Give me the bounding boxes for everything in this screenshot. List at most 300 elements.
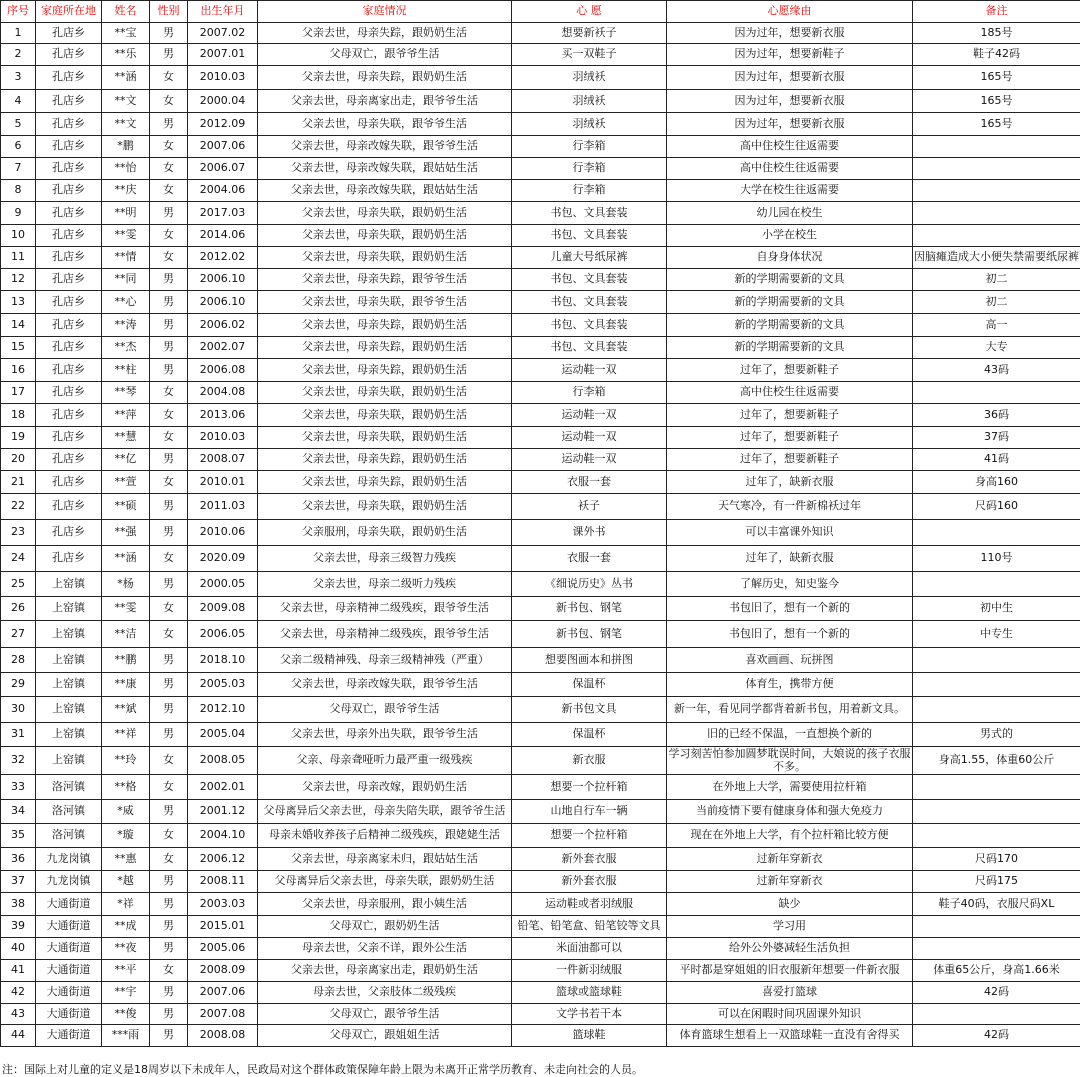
cell-index: 31 bbox=[1, 723, 36, 747]
cell-location: 大通街道 bbox=[36, 982, 102, 1004]
cell-family: 父亲去世，母亲失联，跟奶奶生活 bbox=[258, 247, 512, 269]
cell-location: 孔店乡 bbox=[36, 427, 102, 449]
cell-family: 父亲去世，母亲精神二级残疾，跟爷爷生活 bbox=[258, 597, 512, 621]
cell-family: 父亲去世，母亲离家出走，跟奶奶生活 bbox=[258, 960, 512, 982]
cell-wish: 行李箱 bbox=[512, 180, 667, 202]
cell-location: 孔店乡 bbox=[36, 359, 102, 382]
cell-reason: 因为过年，想要新鞋子 bbox=[667, 44, 913, 66]
table-row bbox=[1, 916, 1080, 938]
cell-birth: 2000.04 bbox=[188, 90, 258, 113]
cell-wish: 篮球鞋 bbox=[512, 1025, 667, 1047]
cell-remark bbox=[913, 1004, 1080, 1025]
header-wish: 心 愿 bbox=[512, 1, 667, 23]
cell-remark: 尺码170 bbox=[913, 848, 1080, 871]
cell-name: **鹏 bbox=[102, 648, 150, 673]
cell-name: **康 bbox=[102, 673, 150, 697]
cell-birth: 2013.06 bbox=[188, 404, 258, 427]
cell-family: 父亲去世，母亲失踪，跟奶奶生活 bbox=[258, 449, 512, 471]
cell-gender: 男 bbox=[150, 291, 188, 314]
cell-index: 20 bbox=[1, 449, 36, 471]
cell-name: **祥 bbox=[102, 723, 150, 747]
cell-index: 37 bbox=[1, 871, 36, 893]
cell-wish: 行李箱 bbox=[512, 382, 667, 404]
cell-location: 洛河镇 bbox=[36, 775, 102, 800]
cell-reason: 当前疫情下要有健康身体和强大免疫力 bbox=[667, 800, 913, 824]
cell-location: 上窑镇 bbox=[36, 723, 102, 747]
cell-index: 41 bbox=[1, 960, 36, 982]
cell-gender: 女 bbox=[150, 247, 188, 269]
cell-name: **乐 bbox=[102, 44, 150, 66]
cell-location: 上窑镇 bbox=[36, 572, 102, 597]
cell-wish: 袄子 bbox=[512, 494, 667, 520]
cell-gender: 女 bbox=[150, 404, 188, 427]
cell-family: 父亲去世，母亲服刑，跟小姨生活 bbox=[258, 893, 512, 916]
cell-remark: 尺码160 bbox=[913, 494, 1080, 520]
cell-wish: 新外套衣服 bbox=[512, 871, 667, 893]
cell-remark: 鞋子40码，衣服尺码XL bbox=[913, 893, 1080, 916]
cell-birth: 2007.06 bbox=[188, 982, 258, 1004]
cell-location: 孔店乡 bbox=[36, 180, 102, 202]
table-row bbox=[1, 427, 1080, 449]
cell-family: 父亲去世，母亲三级智力残疾 bbox=[258, 546, 512, 572]
cell-gender: 男 bbox=[150, 314, 188, 337]
cell-family: 父亲服刑，母亲失联，跟奶奶生活 bbox=[258, 520, 512, 546]
cell-reason: 体育生，携带方便 bbox=[667, 673, 913, 697]
table-row bbox=[1, 449, 1080, 471]
cell-wish: 运动鞋一双 bbox=[512, 404, 667, 427]
cell-reason: 因为过年，想要新衣服 bbox=[667, 23, 913, 44]
cell-remark: 42码 bbox=[913, 982, 1080, 1004]
cell-wish: 书包、文具套装 bbox=[512, 225, 667, 247]
cell-birth: 2008.07 bbox=[188, 449, 258, 471]
cell-remark bbox=[913, 158, 1080, 180]
cell-location: 孔店乡 bbox=[36, 546, 102, 572]
cell-family: 父母双亡，跟奶奶生活 bbox=[258, 916, 512, 938]
cell-reason: 新的学期需要新的文具 bbox=[667, 291, 913, 314]
cell-birth: 2005.06 bbox=[188, 938, 258, 960]
cell-wish: 一件新羽绒服 bbox=[512, 960, 667, 982]
cell-reason: 现在在外地上大学，有个拉杆箱比较方便 bbox=[667, 824, 913, 848]
cell-location: 大通街道 bbox=[36, 1025, 102, 1047]
cell-name: **夜 bbox=[102, 938, 150, 960]
cell-family: 父亲去世，母亲失踪，跟奶奶生活 bbox=[258, 23, 512, 44]
cell-index: 16 bbox=[1, 359, 36, 382]
cell-family: 父母双亡，跟爷爷生活 bbox=[258, 697, 512, 723]
cell-reason: 喜爱打篮球 bbox=[667, 982, 913, 1004]
cell-name: **宝 bbox=[102, 23, 150, 44]
cell-name: ***雨 bbox=[102, 1025, 150, 1047]
cell-birth: 2010.06 bbox=[188, 520, 258, 546]
cell-name: *杨 bbox=[102, 572, 150, 597]
cell-gender: 男 bbox=[150, 938, 188, 960]
header-family: 家庭情况 bbox=[258, 1, 512, 23]
cell-reason: 小学在校生 bbox=[667, 225, 913, 247]
cell-location: 孔店乡 bbox=[36, 382, 102, 404]
cell-name: **涛 bbox=[102, 314, 150, 337]
cell-index: 7 bbox=[1, 158, 36, 180]
cell-wish: 课外书 bbox=[512, 520, 667, 546]
cell-location: 大通街道 bbox=[36, 960, 102, 982]
cell-reason: 体育篮球生想看上一双篮球鞋一直没有舍得买 bbox=[667, 1025, 913, 1047]
cell-gender: 女 bbox=[150, 621, 188, 648]
header-name: 姓名 bbox=[102, 1, 150, 23]
cell-wish: 衣服一套 bbox=[512, 471, 667, 494]
table-row bbox=[1, 113, 1080, 136]
header-index: 序号 bbox=[1, 1, 36, 23]
cell-gender: 女 bbox=[150, 848, 188, 871]
cell-family: 父亲去世，母亲失踪，跟奶奶生活 bbox=[258, 471, 512, 494]
cell-index: 12 bbox=[1, 269, 36, 291]
header-remark: 备注 bbox=[913, 1, 1080, 23]
cell-remark: 体重65公斤，身高1.66米 bbox=[913, 960, 1080, 982]
cell-birth: 2003.03 bbox=[188, 893, 258, 916]
cell-reason: 过年了，想要新鞋子 bbox=[667, 359, 913, 382]
cell-birth: 2010.03 bbox=[188, 427, 258, 449]
cell-location: 孔店乡 bbox=[36, 90, 102, 113]
cell-birth: 2007.02 bbox=[188, 23, 258, 44]
cell-reason: 新的学期需要新的文具 bbox=[667, 269, 913, 291]
table-row bbox=[1, 90, 1080, 113]
cell-index: 13 bbox=[1, 291, 36, 314]
cell-remark bbox=[913, 938, 1080, 960]
cell-birth: 2017.03 bbox=[188, 202, 258, 225]
cell-gender: 男 bbox=[150, 572, 188, 597]
cell-wish: 新衣服 bbox=[512, 747, 667, 775]
cell-location: 上窑镇 bbox=[36, 697, 102, 723]
cell-reason: 因为过年，想要新衣服 bbox=[667, 113, 913, 136]
table-body bbox=[1, 23, 1080, 1047]
cell-location: 孔店乡 bbox=[36, 494, 102, 520]
cell-remark bbox=[913, 697, 1080, 723]
cell-location: 孔店乡 bbox=[36, 520, 102, 546]
cell-family: 父亲去世，母亲精神二级残疾，跟爷爷生活 bbox=[258, 621, 512, 648]
cell-birth: 2007.08 bbox=[188, 1004, 258, 1025]
table-row bbox=[1, 247, 1080, 269]
table-row bbox=[1, 800, 1080, 824]
cell-birth: 2014.06 bbox=[188, 225, 258, 247]
cell-family: 父亲去世，母亲外出失联，跟爷爷生活 bbox=[258, 723, 512, 747]
cell-birth: 2012.02 bbox=[188, 247, 258, 269]
cell-name: **杰 bbox=[102, 337, 150, 359]
cell-birth: 2018.10 bbox=[188, 648, 258, 673]
cell-family: 父亲去世，母亲失踪，跟奶奶生活 bbox=[258, 314, 512, 337]
cell-family: 父亲去世，母亲失踪，跟奶奶生活 bbox=[258, 359, 512, 382]
cell-family: 父亲去世，母亲失联，跟爷爷生活 bbox=[258, 291, 512, 314]
cell-index: 33 bbox=[1, 775, 36, 800]
cell-location: 九龙岗镇 bbox=[36, 848, 102, 871]
table-row bbox=[1, 648, 1080, 673]
cell-index: 42 bbox=[1, 982, 36, 1004]
cell-location: 大通街道 bbox=[36, 916, 102, 938]
cell-birth: 2012.10 bbox=[188, 697, 258, 723]
cell-gender: 女 bbox=[150, 960, 188, 982]
cell-birth: 2009.08 bbox=[188, 597, 258, 621]
cell-location: 孔店乡 bbox=[36, 404, 102, 427]
table-row bbox=[1, 382, 1080, 404]
cell-birth: 2015.01 bbox=[188, 916, 258, 938]
cell-family: 父母双亡，跟爷爷生活 bbox=[258, 1004, 512, 1025]
table-row bbox=[1, 66, 1080, 90]
cell-location: 洛河镇 bbox=[36, 824, 102, 848]
cell-reason: 旧的已经不保温，一直想换个新的 bbox=[667, 723, 913, 747]
cell-family: 父亲去世，母亲改嫁失联，跟爷爷生活 bbox=[258, 136, 512, 158]
cell-gender: 女 bbox=[150, 471, 188, 494]
cell-remark: 中专生 bbox=[913, 621, 1080, 648]
cell-reason: 幼儿园在校生 bbox=[667, 202, 913, 225]
cell-remark bbox=[913, 916, 1080, 938]
cell-reason: 过年了，想要新鞋子 bbox=[667, 427, 913, 449]
cell-reason: 高中住校生往返需要 bbox=[667, 158, 913, 180]
cell-name: **亿 bbox=[102, 449, 150, 471]
cell-family: 父亲去世，母亲失联，跟奶奶生活 bbox=[258, 382, 512, 404]
cell-reason: 过年了，想要新鞋子 bbox=[667, 404, 913, 427]
cell-wish: 行李箱 bbox=[512, 158, 667, 180]
cell-wish: 保温杯 bbox=[512, 673, 667, 697]
cell-index: 29 bbox=[1, 673, 36, 697]
header-reason: 心愿缘由 bbox=[667, 1, 913, 23]
cell-birth: 2006.10 bbox=[188, 269, 258, 291]
cell-reason: 过新年穿新衣 bbox=[667, 848, 913, 871]
cell-wish: 山地自行车一辆 bbox=[512, 800, 667, 824]
cell-index: 14 bbox=[1, 314, 36, 337]
cell-location: 孔店乡 bbox=[36, 269, 102, 291]
cell-gender: 男 bbox=[150, 44, 188, 66]
cell-reason: 自身身体状况 bbox=[667, 247, 913, 269]
cell-birth: 2010.03 bbox=[188, 66, 258, 90]
cell-gender: 男 bbox=[150, 893, 188, 916]
cell-wish: 运动鞋一双 bbox=[512, 449, 667, 471]
cell-birth: 2004.08 bbox=[188, 382, 258, 404]
cell-gender: 女 bbox=[150, 66, 188, 90]
cell-name: **文 bbox=[102, 113, 150, 136]
cell-index: 26 bbox=[1, 597, 36, 621]
cell-index: 11 bbox=[1, 247, 36, 269]
table-row bbox=[1, 520, 1080, 546]
cell-birth: 2004.06 bbox=[188, 180, 258, 202]
table-row bbox=[1, 225, 1080, 247]
cell-gender: 女 bbox=[150, 382, 188, 404]
cell-index: 2 bbox=[1, 44, 36, 66]
cell-gender: 女 bbox=[150, 225, 188, 247]
cell-index: 36 bbox=[1, 848, 36, 871]
cell-location: 大通街道 bbox=[36, 938, 102, 960]
cell-location: 孔店乡 bbox=[36, 23, 102, 44]
footnote: 注：国际上对儿童的定义是18周岁以下未成年人，民政局对这个群体政策保障年龄上限为未离开正常学历教育、未走向社会的人员。 bbox=[2, 1063, 643, 1076]
table-row bbox=[1, 982, 1080, 1004]
table-row bbox=[1, 848, 1080, 871]
cell-gender: 女 bbox=[150, 546, 188, 572]
table-header-row bbox=[1, 1, 1080, 23]
cell-remark: 165号 bbox=[913, 90, 1080, 113]
cell-birth: 2008.11 bbox=[188, 871, 258, 893]
table-row bbox=[1, 314, 1080, 337]
cell-family: 父亲去世，母亲离家出走，跟爷爷生活 bbox=[258, 90, 512, 113]
cell-family: 父亲去世，母亲二级听力残疾 bbox=[258, 572, 512, 597]
table-row bbox=[1, 291, 1080, 314]
cell-reason: 大学在校生往返需要 bbox=[667, 180, 913, 202]
table-row bbox=[1, 723, 1080, 747]
cell-location: 上窑镇 bbox=[36, 648, 102, 673]
cell-family: 父亲去世，母亲失联，跟奶奶生活 bbox=[258, 494, 512, 520]
cell-gender: 男 bbox=[150, 673, 188, 697]
cell-index: 4 bbox=[1, 90, 36, 113]
cell-birth: 2002.01 bbox=[188, 775, 258, 800]
cell-gender: 男 bbox=[150, 697, 188, 723]
cell-gender: 男 bbox=[150, 723, 188, 747]
cell-reason: 过新年穿新衣 bbox=[667, 871, 913, 893]
cell-index: 44 bbox=[1, 1025, 36, 1047]
cell-family: 父母双亡，跟爷爷生活 bbox=[258, 44, 512, 66]
cell-wish: 新书包文具 bbox=[512, 697, 667, 723]
cell-reason: 过年了，缺新衣服 bbox=[667, 471, 913, 494]
cell-index: 35 bbox=[1, 824, 36, 848]
cell-location: 孔店乡 bbox=[36, 337, 102, 359]
cell-gender: 男 bbox=[150, 648, 188, 673]
cell-index: 6 bbox=[1, 136, 36, 158]
cell-wish: 想要图画本和拼图 bbox=[512, 648, 667, 673]
cell-birth: 2006.02 bbox=[188, 314, 258, 337]
cell-family: 母亲去世，父亲肢体二级残疾 bbox=[258, 982, 512, 1004]
cell-wish: 米面油都可以 bbox=[512, 938, 667, 960]
cell-family: 父母离异后父亲去世，母亲失陪失联，跟爷爷生活 bbox=[258, 800, 512, 824]
cell-family: 父亲去世，母亲改嫁，跟奶奶生活 bbox=[258, 775, 512, 800]
header-birth: 出生年月 bbox=[188, 1, 258, 23]
cell-remark bbox=[913, 572, 1080, 597]
cell-reason: 因为过年，想要新衣服 bbox=[667, 66, 913, 90]
cell-remark bbox=[913, 382, 1080, 404]
cell-index: 17 bbox=[1, 382, 36, 404]
cell-gender: 男 bbox=[150, 800, 188, 824]
cell-gender: 男 bbox=[150, 359, 188, 382]
cell-index: 24 bbox=[1, 546, 36, 572]
cell-name: **怡 bbox=[102, 158, 150, 180]
cell-gender: 男 bbox=[150, 494, 188, 520]
cell-location: 孔店乡 bbox=[36, 314, 102, 337]
cell-name: **俊 bbox=[102, 1004, 150, 1025]
table-row bbox=[1, 597, 1080, 621]
cell-name: **雯 bbox=[102, 225, 150, 247]
cell-wish: 买一双鞋子 bbox=[512, 44, 667, 66]
cell-gender: 男 bbox=[150, 23, 188, 44]
cell-name: **涵 bbox=[102, 66, 150, 90]
cell-reason: 了解历史，知史鉴今 bbox=[667, 572, 913, 597]
cell-wish: 《细说历史》丛书 bbox=[512, 572, 667, 597]
cell-wish: 想要新袄子 bbox=[512, 23, 667, 44]
table-row bbox=[1, 1025, 1080, 1047]
cell-wish: 新书包、钢笔 bbox=[512, 621, 667, 648]
cell-birth: 2011.03 bbox=[188, 494, 258, 520]
cell-name: **琴 bbox=[102, 382, 150, 404]
cell-index: 5 bbox=[1, 113, 36, 136]
cell-remark: 初二 bbox=[913, 291, 1080, 314]
cell-name: **强 bbox=[102, 520, 150, 546]
cell-location: 大通街道 bbox=[36, 1004, 102, 1025]
cell-reason: 平时都是穿姐姐的旧衣服新年想要一件新衣服 bbox=[667, 960, 913, 982]
cell-remark: 因脑瘫造成大小便失禁需要纸尿裤 bbox=[913, 247, 1080, 269]
cell-wish: 衣服一套 bbox=[512, 546, 667, 572]
cell-location: 孔店乡 bbox=[36, 158, 102, 180]
cell-name: **慧 bbox=[102, 427, 150, 449]
cell-name: **惠 bbox=[102, 848, 150, 871]
table-row bbox=[1, 871, 1080, 893]
cell-remark bbox=[913, 775, 1080, 800]
cell-remark: 高一 bbox=[913, 314, 1080, 337]
cell-reason: 过年了，想要新鞋子 bbox=[667, 449, 913, 471]
cell-location: 孔店乡 bbox=[36, 225, 102, 247]
cell-wish: 新外套衣服 bbox=[512, 848, 667, 871]
cell-index: 1 bbox=[1, 23, 36, 44]
cell-index: 30 bbox=[1, 697, 36, 723]
cell-wish: 新书包、钢笔 bbox=[512, 597, 667, 621]
cell-wish: 行李箱 bbox=[512, 136, 667, 158]
cell-family: 父亲去世，母亲改嫁失联，跟爷爷生活 bbox=[258, 673, 512, 697]
table-row bbox=[1, 136, 1080, 158]
cell-location: 上窑镇 bbox=[36, 597, 102, 621]
cell-birth: 2020.09 bbox=[188, 546, 258, 572]
table-row bbox=[1, 337, 1080, 359]
cell-family: 父亲去世，母亲失踪，跟奶奶生活 bbox=[258, 66, 512, 90]
cell-name: *威 bbox=[102, 800, 150, 824]
cell-name: **萍 bbox=[102, 404, 150, 427]
cell-name: **成 bbox=[102, 916, 150, 938]
cell-birth: 2000.05 bbox=[188, 572, 258, 597]
header-gender: 性别 bbox=[150, 1, 188, 23]
table-row bbox=[1, 673, 1080, 697]
cell-gender: 男 bbox=[150, 449, 188, 471]
cell-remark: 初二 bbox=[913, 269, 1080, 291]
table-row bbox=[1, 747, 1080, 775]
cell-reason: 因为过年，想要新衣服 bbox=[667, 90, 913, 113]
table-row bbox=[1, 494, 1080, 520]
cell-birth: 2006.07 bbox=[188, 158, 258, 180]
cell-location: 孔店乡 bbox=[36, 247, 102, 269]
cell-name: **玲 bbox=[102, 747, 150, 775]
cell-index: 32 bbox=[1, 747, 36, 775]
cell-name: **心 bbox=[102, 291, 150, 314]
cell-reason: 学习用 bbox=[667, 916, 913, 938]
cell-reason: 在外地上大学，需要使用拉杆箱 bbox=[667, 775, 913, 800]
cell-name: **格 bbox=[102, 775, 150, 800]
cell-remark: 鞋子42码 bbox=[913, 44, 1080, 66]
cell-birth: 2008.05 bbox=[188, 747, 258, 775]
cell-index: 18 bbox=[1, 404, 36, 427]
cell-reason: 高中住校生往返需要 bbox=[667, 382, 913, 404]
cell-location: 洛河镇 bbox=[36, 800, 102, 824]
cell-index: 3 bbox=[1, 66, 36, 90]
cell-location: 孔店乡 bbox=[36, 66, 102, 90]
cell-remark bbox=[913, 673, 1080, 697]
cell-gender: 女 bbox=[150, 824, 188, 848]
cell-wish: 书包、文具套装 bbox=[512, 337, 667, 359]
cell-reason: 喜欢画画、玩拼图 bbox=[667, 648, 913, 673]
cell-family: 父亲去世，母亲失踪，跟奶奶生活 bbox=[258, 337, 512, 359]
cell-index: 23 bbox=[1, 520, 36, 546]
cell-remark: 185号 bbox=[913, 23, 1080, 44]
table-row bbox=[1, 158, 1080, 180]
cell-reason: 新的学期需要新的文具 bbox=[667, 314, 913, 337]
table-row bbox=[1, 180, 1080, 202]
cell-wish: 铅笔、铅笔盒、铅笔铰等文具 bbox=[512, 916, 667, 938]
cell-wish: 想要一个拉杆箱 bbox=[512, 775, 667, 800]
cell-location: 孔店乡 bbox=[36, 136, 102, 158]
cell-name: **萱 bbox=[102, 471, 150, 494]
cell-reason: 可以丰富课外知识 bbox=[667, 520, 913, 546]
cell-remark: 110号 bbox=[913, 546, 1080, 572]
cell-wish: 运动鞋一双 bbox=[512, 359, 667, 382]
cell-family: 父母双亡，跟姐姐生活 bbox=[258, 1025, 512, 1047]
cell-wish: 羽绒袄 bbox=[512, 66, 667, 90]
cell-remark bbox=[913, 136, 1080, 158]
